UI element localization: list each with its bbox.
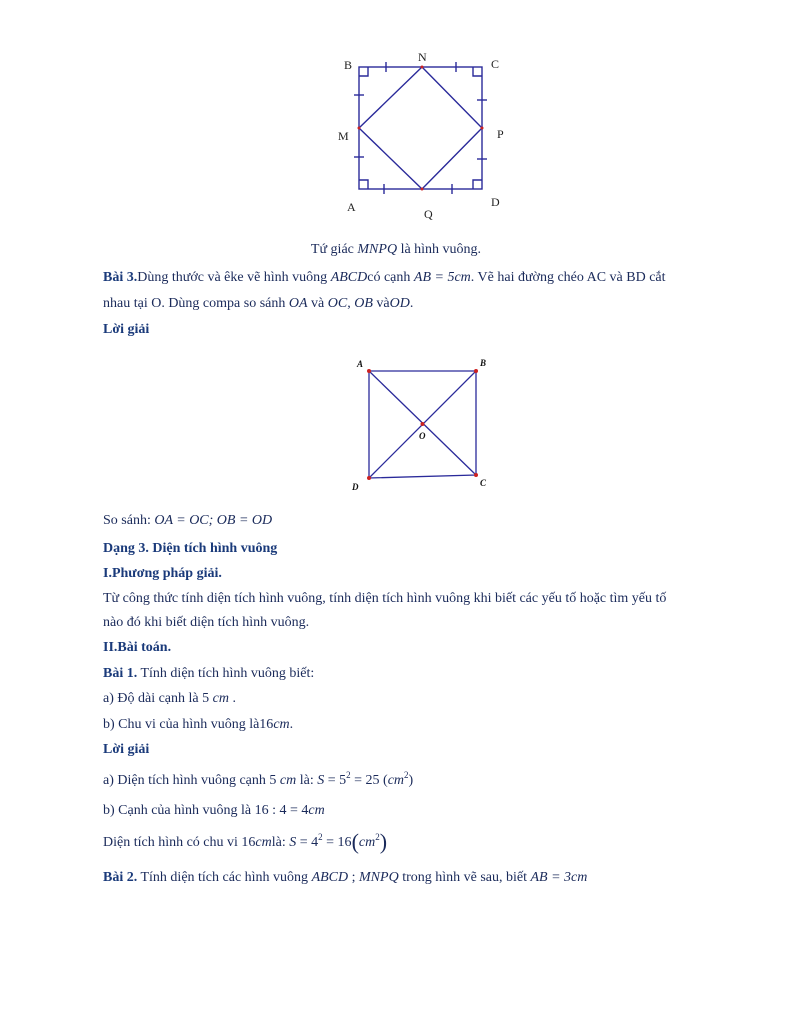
point-o <box>421 422 425 426</box>
problems-title: II.Bài toán. <box>103 640 172 655</box>
figure1-caption: Tứ giác MNPQ là hình vuông. <box>310 242 482 257</box>
dang3-title: Dạng 3. Diện tích hình vuông <box>103 541 278 556</box>
label-d2: D <box>352 482 359 492</box>
inner-square-mnpq <box>359 67 482 189</box>
bai1-line: Bài 1. Tính diện tích hình vuông biết: <box>103 666 315 681</box>
bai1-b: b) Chu vi của hình vuông là16cm. <box>103 717 294 732</box>
right-angle-c <box>473 67 482 76</box>
label-a: A <box>347 200 356 214</box>
method-line2: nào đó khi biết diện tích hình vuông. <box>103 615 310 630</box>
label-d: D <box>491 195 500 209</box>
point-c <box>474 473 478 477</box>
method-line1: Từ công thức tính diện tích hình vuông, tính diện tích hình vuông khi biết các yếu tố hoặc tìm yếu tố <box>103 591 667 606</box>
label-c: C <box>491 57 500 71</box>
label-n: N <box>418 50 427 64</box>
label-o: O <box>419 431 426 441</box>
compare-line: So sánh: OA = OC; OB = OD <box>103 513 273 528</box>
bai1-solution-title: Lời giải <box>103 742 150 757</box>
bai3-line1: Bài 3.Dùng thước và êke vẽ hình vuông ABCDcó cạnh AB = 5cm. Vẽ hai đường chéo AC và BD cắt <box>103 270 666 285</box>
bai2-line: Bài 2. Tính diện tích các hình vuông ABCD ; MNPQ trong hình vẽ sau, biết AB = 3cm <box>103 870 588 885</box>
label-b2: B <box>480 358 487 368</box>
bai1-title: Bài 1. <box>103 666 138 681</box>
right-angle-b <box>359 67 368 76</box>
bai1-a: a) Độ dài cạnh là 5 cm . <box>103 691 236 706</box>
label-c2: C <box>480 478 487 488</box>
label-q: Q <box>424 207 433 221</box>
label-m: M <box>338 129 349 143</box>
bai3-title: Bài 3. <box>103 270 138 285</box>
label-a2: A <box>357 359 364 369</box>
figure-square-mnpq <box>330 45 530 230</box>
bai2-title: Bài 2. <box>103 870 138 885</box>
bai1-solution-a: a) Diện tích hình vuông cạnh 5 cm là: $S = 5^2 = 25$ $(cm^2)$ <box>103 770 414 788</box>
bai3-solution-title: Lời giải <box>103 322 150 337</box>
right-angle-a <box>359 180 368 189</box>
method-title: I.Phương pháp giải. <box>103 566 222 581</box>
point-d <box>367 476 371 480</box>
outer-square-abcd <box>359 67 482 189</box>
bai3-line2: nhau tại O. Dùng compa so sánh OA và OC, OB vàOD. <box>103 296 414 311</box>
bai1-solution-b: b) Cạnh của hình vuông là 16 : 4 = 4cm <box>103 803 325 818</box>
point-a <box>367 369 371 373</box>
label-p: P <box>497 127 504 141</box>
bai1-solution-c: Diện tích hình có chu vi 16cmlà: $S = 4^2 = 16(cm^2)$ <box>103 829 388 854</box>
right-angle-d <box>473 180 482 189</box>
point-b <box>474 369 478 373</box>
label-b: B <box>344 58 353 72</box>
figure-square-abcd-diagonals <box>345 353 495 498</box>
